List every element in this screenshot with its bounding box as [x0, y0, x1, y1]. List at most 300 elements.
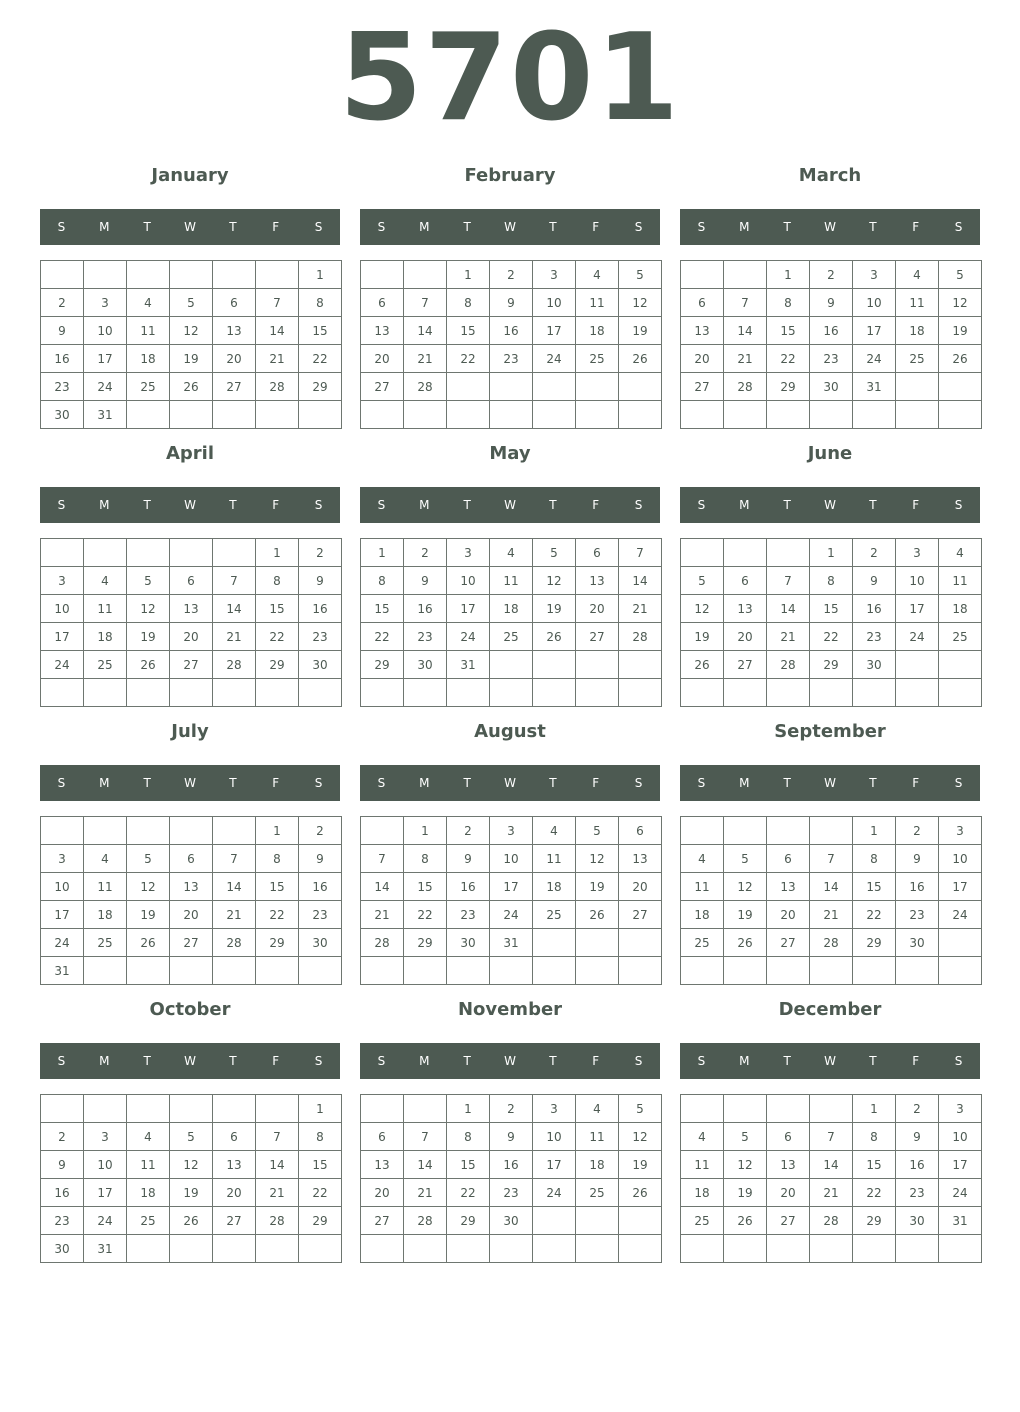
day-cell: 8 [853, 845, 896, 873]
day-cell: 19 [127, 623, 170, 651]
weekday-label: T [463, 1054, 471, 1068]
day-cell: 11 [939, 567, 982, 595]
empty-day-cell [724, 539, 767, 567]
day-cell: 19 [724, 1179, 767, 1207]
day-cell: 21 [404, 345, 447, 373]
day-cell: 20 [619, 873, 662, 901]
empty-day-cell [767, 401, 810, 429]
weekday-label: S [634, 776, 643, 790]
empty-day-cell [619, 1207, 662, 1235]
day-cell: 11 [681, 873, 724, 901]
day-cell: 2 [853, 539, 896, 567]
day-cell: 26 [170, 373, 213, 401]
weekday-label: W [504, 220, 516, 234]
empty-day-cell [576, 957, 619, 985]
weekday-label: W [504, 776, 516, 790]
day-cell: 17 [939, 1151, 982, 1179]
weekday-label: T [229, 498, 237, 512]
day-cell: 28 [361, 929, 404, 957]
weekday-header [40, 487, 340, 523]
day-cell: 13 [619, 845, 662, 873]
day-cell: 25 [127, 1207, 170, 1235]
week-row [681, 401, 982, 429]
empty-day-cell [896, 373, 939, 401]
week-row [361, 345, 662, 373]
empty-day-cell [853, 957, 896, 985]
empty-day-cell [810, 817, 853, 845]
day-cell: 7 [361, 845, 404, 873]
day-grid [40, 260, 342, 429]
weekday-label: F [272, 1054, 280, 1068]
day-cell: 5 [619, 261, 662, 289]
day-cell: 10 [447, 567, 490, 595]
weekday-header [680, 487, 980, 523]
day-cell: 15 [404, 873, 447, 901]
day-cell: 7 [724, 289, 767, 317]
day-cell: 1 [447, 261, 490, 289]
empty-day-cell [619, 929, 662, 957]
day-cell: 10 [896, 567, 939, 595]
day-cell: 20 [724, 623, 767, 651]
day-cell: 27 [361, 373, 404, 401]
weekday-label: T [869, 1054, 877, 1068]
empty-day-cell [361, 957, 404, 985]
day-cell: 10 [41, 873, 84, 901]
week-row [361, 651, 662, 679]
day-cell: 6 [619, 817, 662, 845]
week-row [41, 957, 342, 985]
day-cell: 13 [361, 1151, 404, 1179]
weekday-label: F [912, 776, 920, 790]
day-cell: 27 [213, 1207, 256, 1235]
day-cell: 14 [404, 1151, 447, 1179]
week-row [361, 1207, 662, 1235]
month-name: February [464, 165, 556, 186]
week-row [41, 261, 342, 289]
day-cell: 30 [853, 651, 896, 679]
day-cell: 1 [447, 1095, 490, 1123]
weekday-label: F [272, 220, 280, 234]
day-cell: 11 [533, 845, 576, 873]
day-cell: 2 [490, 1095, 533, 1123]
empty-day-cell [361, 1235, 404, 1263]
day-cell: 16 [299, 595, 342, 623]
day-cell: 27 [361, 1207, 404, 1235]
month-name: June [807, 443, 853, 464]
weekday-header [680, 209, 980, 245]
day-cell: 5 [939, 261, 982, 289]
week-row [41, 567, 342, 595]
empty-day-cell [767, 539, 810, 567]
weekday-label: T [463, 498, 471, 512]
week-row [361, 929, 662, 957]
empty-day-cell [767, 679, 810, 707]
day-cell: 25 [681, 929, 724, 957]
weekday-label: S [377, 1054, 386, 1068]
empty-day-cell [619, 679, 662, 707]
weekday-label: W [824, 498, 836, 512]
empty-day-cell [256, 679, 299, 707]
day-cell: 4 [84, 567, 127, 595]
weekday-label: F [912, 498, 920, 512]
day-cell: 12 [724, 1151, 767, 1179]
day-cell: 2 [447, 817, 490, 845]
empty-day-cell [361, 817, 404, 845]
empty-day-cell [896, 679, 939, 707]
day-cell: 4 [84, 845, 127, 873]
day-cell: 18 [127, 345, 170, 373]
day-grid [680, 816, 982, 985]
day-cell: 22 [256, 623, 299, 651]
day-cell: 25 [681, 1207, 724, 1235]
day-cell: 17 [84, 345, 127, 373]
empty-day-cell [853, 401, 896, 429]
day-cell: 22 [447, 345, 490, 373]
day-cell: 19 [127, 901, 170, 929]
day-cell: 26 [724, 1207, 767, 1235]
week-row [41, 651, 342, 679]
day-cell: 19 [619, 317, 662, 345]
day-cell: 7 [256, 289, 299, 317]
day-cell: 22 [447, 1179, 490, 1207]
weekday-label: S [634, 1054, 643, 1068]
empty-day-cell [170, 679, 213, 707]
day-grid [40, 1094, 342, 1263]
weekday-label: T [229, 220, 237, 234]
day-cell: 24 [939, 1179, 982, 1207]
empty-day-cell [84, 679, 127, 707]
day-cell: 25 [490, 623, 533, 651]
empty-day-cell [533, 1235, 576, 1263]
month-name: January [151, 165, 229, 186]
day-cell: 10 [84, 317, 127, 345]
day-cell: 24 [84, 1207, 127, 1235]
empty-day-cell [41, 539, 84, 567]
day-cell: 6 [213, 289, 256, 317]
day-grid [40, 816, 342, 985]
day-cell: 7 [213, 567, 256, 595]
empty-day-cell [681, 261, 724, 289]
day-cell: 19 [619, 1151, 662, 1179]
day-cell: 21 [767, 623, 810, 651]
weekday-label: F [592, 776, 600, 790]
day-cell: 25 [84, 651, 127, 679]
day-cell: 28 [256, 1207, 299, 1235]
day-cell: 17 [533, 1151, 576, 1179]
weekday-label: F [592, 220, 600, 234]
empty-day-cell [213, 679, 256, 707]
day-cell: 15 [256, 873, 299, 901]
day-cell: 25 [576, 1179, 619, 1207]
day-cell: 22 [810, 623, 853, 651]
empty-day-cell [490, 401, 533, 429]
day-cell: 29 [767, 373, 810, 401]
day-cell: 26 [127, 651, 170, 679]
day-cell: 15 [853, 1151, 896, 1179]
week-row [681, 1123, 982, 1151]
weekday-label: T [783, 776, 791, 790]
day-cell: 28 [810, 1207, 853, 1235]
day-cell: 18 [84, 623, 127, 651]
day-grid [680, 1094, 982, 1263]
empty-day-cell [490, 651, 533, 679]
empty-day-cell [404, 957, 447, 985]
day-cell: 22 [299, 1179, 342, 1207]
day-cell: 28 [404, 1207, 447, 1235]
month-name: July [171, 721, 209, 742]
day-grid [360, 816, 662, 985]
day-cell: 11 [84, 873, 127, 901]
week-row [41, 1235, 342, 1263]
weekday-label: S [954, 220, 963, 234]
weekday-label: S [377, 498, 386, 512]
day-cell: 18 [127, 1179, 170, 1207]
day-cell: 4 [896, 261, 939, 289]
day-cell: 9 [299, 845, 342, 873]
empty-day-cell [576, 679, 619, 707]
day-cell: 19 [170, 345, 213, 373]
day-cell: 1 [299, 261, 342, 289]
day-cell: 12 [533, 567, 576, 595]
weekday-header [40, 1043, 340, 1079]
day-cell: 14 [810, 1151, 853, 1179]
empty-day-cell [896, 651, 939, 679]
day-cell: 8 [256, 567, 299, 595]
day-cell: 25 [939, 623, 982, 651]
day-cell: 8 [299, 289, 342, 317]
empty-day-cell [170, 401, 213, 429]
day-cell: 24 [490, 901, 533, 929]
day-cell: 18 [84, 901, 127, 929]
day-cell: 28 [810, 929, 853, 957]
day-cell: 20 [767, 901, 810, 929]
day-cell: 23 [41, 1207, 84, 1235]
day-cell: 7 [619, 539, 662, 567]
empty-day-cell [361, 401, 404, 429]
empty-day-cell [576, 373, 619, 401]
day-cell: 21 [213, 623, 256, 651]
week-row [361, 401, 662, 429]
day-cell: 24 [533, 1179, 576, 1207]
day-cell: 22 [256, 901, 299, 929]
empty-day-cell [576, 1207, 619, 1235]
empty-day-cell [41, 1095, 84, 1123]
weekday-label: F [272, 498, 280, 512]
week-row [681, 1151, 982, 1179]
day-cell: 30 [41, 401, 84, 429]
weekday-label: W [504, 1054, 516, 1068]
day-cell: 23 [490, 345, 533, 373]
day-cell: 7 [404, 1123, 447, 1151]
day-cell: 26 [533, 623, 576, 651]
week-row [681, 929, 982, 957]
day-cell: 4 [576, 1095, 619, 1123]
day-cell: 14 [213, 873, 256, 901]
day-cell: 21 [810, 1179, 853, 1207]
empty-day-cell [170, 1095, 213, 1123]
empty-day-cell [299, 957, 342, 985]
week-row [681, 873, 982, 901]
day-cell: 16 [299, 873, 342, 901]
day-cell: 31 [84, 401, 127, 429]
empty-day-cell [170, 1235, 213, 1263]
weekday-label: M [99, 220, 110, 234]
week-row [681, 845, 982, 873]
weekday-label: S [697, 220, 706, 234]
weekday-label: W [504, 498, 516, 512]
week-row [681, 345, 982, 373]
day-cell: 10 [84, 1151, 127, 1179]
weekday-label: W [184, 498, 196, 512]
empty-day-cell [41, 817, 84, 845]
weekday-label: S [954, 1054, 963, 1068]
month-name: September [774, 721, 886, 742]
day-cell: 27 [170, 929, 213, 957]
week-row [681, 957, 982, 985]
weekday-label: M [739, 776, 750, 790]
empty-day-cell [681, 1095, 724, 1123]
day-cell: 27 [170, 651, 213, 679]
day-cell: 13 [170, 595, 213, 623]
weekday-label: W [824, 1054, 836, 1068]
day-cell: 1 [256, 539, 299, 567]
empty-day-cell [896, 1235, 939, 1263]
weekday-label: T [783, 1054, 791, 1068]
day-grid [40, 538, 342, 707]
empty-day-cell [681, 539, 724, 567]
weekday-label: S [697, 1054, 706, 1068]
week-row [41, 1179, 342, 1207]
day-cell: 17 [41, 901, 84, 929]
day-cell: 14 [404, 317, 447, 345]
day-cell: 26 [170, 1207, 213, 1235]
weekday-header [680, 1043, 980, 1079]
day-cell: 17 [853, 317, 896, 345]
week-row [361, 539, 662, 567]
empty-day-cell [939, 957, 982, 985]
empty-day-cell [576, 401, 619, 429]
empty-day-cell [299, 401, 342, 429]
day-cell: 5 [576, 817, 619, 845]
empty-day-cell [84, 957, 127, 985]
day-cell: 3 [490, 817, 533, 845]
empty-day-cell [939, 679, 982, 707]
week-row [681, 1207, 982, 1235]
day-cell: 21 [256, 1179, 299, 1207]
empty-day-cell [853, 679, 896, 707]
day-cell: 23 [853, 623, 896, 651]
empty-day-cell [490, 679, 533, 707]
week-row [361, 373, 662, 401]
empty-day-cell [681, 679, 724, 707]
day-cell: 20 [361, 1179, 404, 1207]
day-cell: 23 [447, 901, 490, 929]
day-cell: 11 [681, 1151, 724, 1179]
day-cell: 8 [299, 1123, 342, 1151]
day-cell: 20 [213, 345, 256, 373]
weekday-label: S [314, 220, 323, 234]
empty-day-cell [724, 1095, 767, 1123]
empty-day-cell [170, 957, 213, 985]
day-cell: 3 [84, 289, 127, 317]
empty-day-cell [404, 401, 447, 429]
day-cell: 14 [361, 873, 404, 901]
weekday-label: F [272, 776, 280, 790]
day-cell: 30 [447, 929, 490, 957]
weekday-label: T [549, 1054, 557, 1068]
day-cell: 21 [404, 1179, 447, 1207]
day-cell: 22 [361, 623, 404, 651]
weekday-label: M [419, 220, 430, 234]
day-cell: 5 [724, 1123, 767, 1151]
day-cell: 26 [576, 901, 619, 929]
day-cell: 19 [939, 317, 982, 345]
year-title: 5701 [339, 9, 681, 148]
day-cell: 27 [767, 929, 810, 957]
day-cell: 3 [41, 567, 84, 595]
day-cell: 6 [767, 845, 810, 873]
day-cell: 24 [896, 623, 939, 651]
day-cell: 29 [299, 1207, 342, 1235]
day-cell: 19 [724, 901, 767, 929]
empty-day-cell [724, 679, 767, 707]
day-cell: 23 [299, 623, 342, 651]
day-cell: 1 [853, 1095, 896, 1123]
day-cell: 29 [404, 929, 447, 957]
day-cell: 9 [490, 289, 533, 317]
week-row [41, 1151, 342, 1179]
day-cell: 14 [767, 595, 810, 623]
weekday-label: F [592, 498, 600, 512]
week-row [361, 1123, 662, 1151]
day-cell: 12 [681, 595, 724, 623]
day-cell: 4 [127, 1123, 170, 1151]
day-cell: 13 [576, 567, 619, 595]
day-cell: 12 [724, 873, 767, 901]
day-cell: 24 [41, 651, 84, 679]
day-cell: 11 [84, 595, 127, 623]
day-cell: 22 [404, 901, 447, 929]
day-cell: 25 [896, 345, 939, 373]
day-cell: 26 [619, 345, 662, 373]
empty-day-cell [490, 1235, 533, 1263]
empty-day-cell [939, 373, 982, 401]
week-row [41, 345, 342, 373]
day-cell: 31 [853, 373, 896, 401]
week-row [361, 957, 662, 985]
day-cell: 7 [810, 1123, 853, 1151]
weekday-label: S [634, 498, 643, 512]
day-cell: 21 [619, 595, 662, 623]
day-cell: 25 [84, 929, 127, 957]
day-cell: 8 [447, 1123, 490, 1151]
day-cell: 15 [299, 317, 342, 345]
weekday-header [360, 765, 660, 801]
day-cell: 12 [127, 873, 170, 901]
day-cell: 27 [576, 623, 619, 651]
day-cell: 19 [681, 623, 724, 651]
day-grid [360, 538, 662, 707]
day-cell: 12 [619, 1123, 662, 1151]
day-cell: 31 [939, 1207, 982, 1235]
empty-day-cell [767, 957, 810, 985]
empty-day-cell [619, 957, 662, 985]
day-cell: 8 [810, 567, 853, 595]
empty-day-cell [213, 1095, 256, 1123]
day-cell: 1 [299, 1095, 342, 1123]
day-cell: 16 [490, 317, 533, 345]
day-cell: 26 [724, 929, 767, 957]
